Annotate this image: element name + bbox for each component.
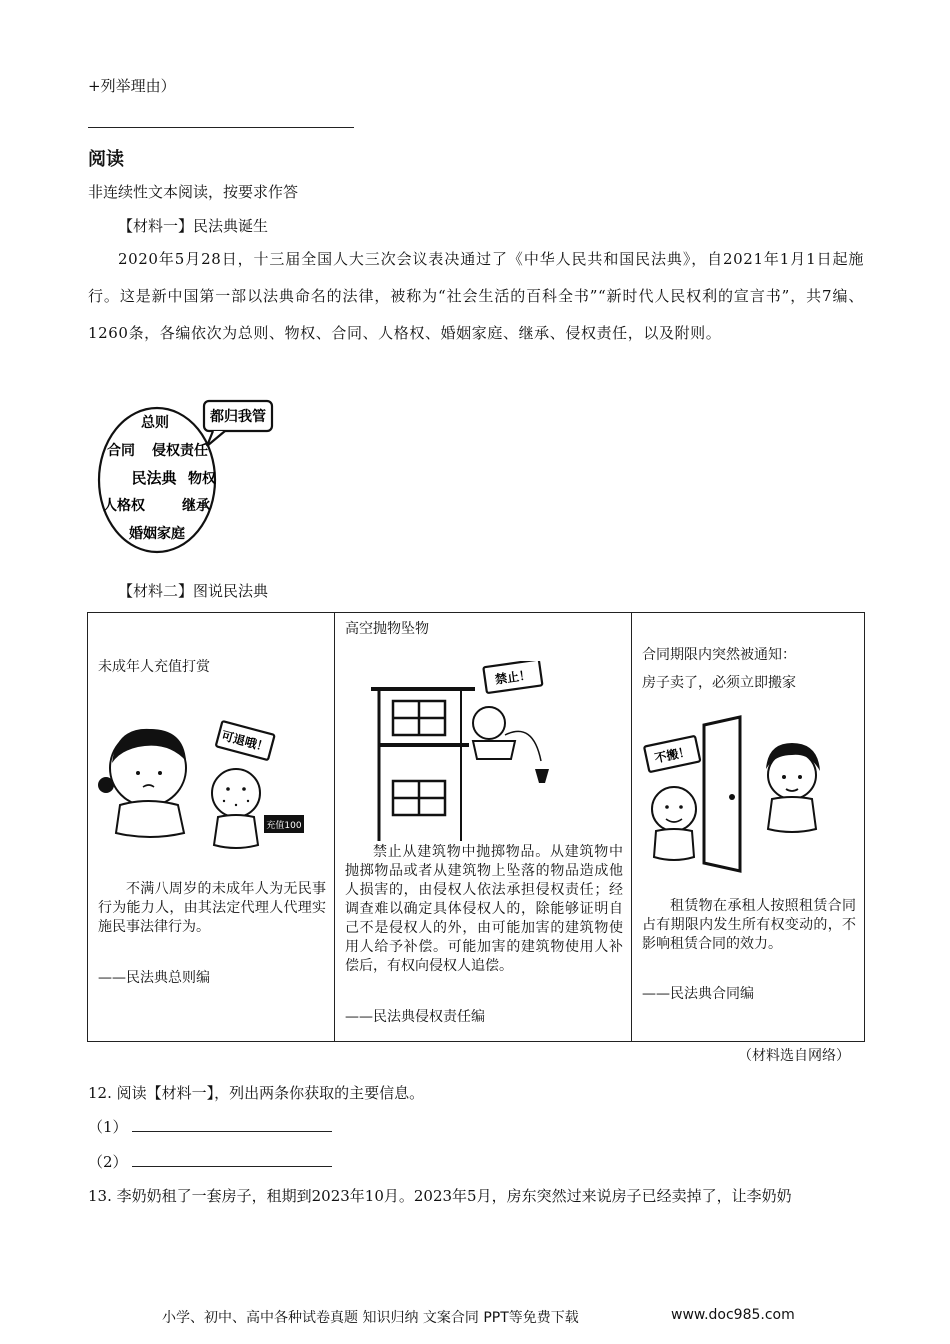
material2-title: 【材料二】图说民法典 [118, 582, 269, 600]
material-source-note: （材料选自网络） [738, 1048, 850, 1064]
cell3-illustration [642, 713, 857, 873]
previous-question-fragment: +列举理由） [88, 77, 176, 95]
q12-blank2-label: （2） [88, 1153, 128, 1171]
cell-lease-contract [632, 613, 865, 1042]
diagram-center: 民法典 [131, 469, 177, 487]
cell2-caption: 高空抛物坠物 [345, 621, 429, 637]
q12-blank1[interactable] [132, 1117, 332, 1132]
section-heading: 阅读 [88, 149, 124, 170]
cell1-illustration [98, 713, 328, 858]
cell3-caption-line2: 房子卖了，必须立即搬家 [642, 675, 796, 691]
instruction: 非连续性文本阅读，按要求作答 [88, 183, 299, 201]
cell3-source: ——民法典合同编 [642, 986, 754, 1002]
material1-paragraph: 2020年5月28日，十三届全国人大三次会议表决通过了《中华人民共和国民法典》，自2021年1月1日起施行。这是新中国第一部以法典命名的法律，被称为“社会生活的百科全书”“新时代人民权利的宣言书”，共7编、1260条，各编依次为总则、物权、合同、人格权、婚姻家庭、继承、侵权责任，以及附则。 [88, 250, 864, 342]
speech-bubble-tail [207, 431, 225, 446]
cell1-body: 不满八周岁的未成年人为无民事行为能力人，由其法定代理人代理实施民事法律行为。 [98, 881, 326, 935]
cell2-illustration [365, 661, 605, 841]
cell1-source: ——民法典总则编 [98, 970, 210, 986]
question-13: 13. 李奶奶租了一套房子，租期到2023年10月。2023年5月，房东突然过来说房子已经卖掉了，让李奶奶 [88, 1187, 792, 1205]
cell2-body: 禁止从建筑物中抛掷物品。从建筑物中抛掷物品或者从建筑物上坠落的物品造成他人损害的，由侵权人依法承担侵权责任；经调查难以确定具体侵权人的，除能够证明自己不是侵权人的外，由可能加害的建筑物使用人给予补偿。可能加害的建筑物使用人补偿后，有权向侵权人追偿。 [345, 844, 623, 974]
diagram-item-property: 物权 [188, 471, 216, 487]
diagram-item-succession: 继承 [182, 498, 210, 514]
q12-blank1-label: （1） [88, 1118, 128, 1136]
q12-answer-1 [88, 1117, 332, 1137]
civil-code-diagram [95, 398, 285, 558]
diagram-item-personality: 人格权 [103, 498, 145, 514]
cell3-caption-line1: 合同期限内突然被通知： [642, 647, 796, 663]
diagram-item-contract: 合同 [107, 443, 135, 459]
q12-blank2[interactable] [132, 1152, 332, 1167]
footer-text: 小学、初中、高中各种试卷真题 知识归纳 文案合同 PPT等免费下载 [162, 1310, 579, 1326]
diagram-item-tort: 侵权责任 [152, 443, 208, 459]
cell-minor-recharge [88, 613, 335, 1042]
q12-answer-2 [88, 1152, 332, 1172]
footer-url[interactable]: www.doc985.com [671, 1307, 795, 1323]
cell3-body: 租赁物在承租人按照租赁合同占有期限内发生所有权变动的，不影响租赁合同的效力。 [642, 898, 856, 952]
cell2-sign: 禁止！ [494, 667, 532, 687]
cell1-phone-label: 充值100 [266, 821, 302, 831]
cell2-source: ——民法典侵权责任编 [345, 1009, 485, 1025]
cell3-sign: 不搬！ [653, 744, 692, 766]
question-12: 12. 阅读【材料一】，列出两条你获取的主要信息。 [88, 1084, 425, 1102]
cell1-sign: 可退哦！ [219, 728, 270, 755]
material1-title: 【材料一】民法典诞生 [118, 217, 269, 235]
answer-line [88, 127, 354, 128]
cell1-caption: 未成年人充值打赏 [98, 659, 210, 675]
diagram-item-general: 总则 [141, 415, 169, 431]
diagram-item-marriage: 婚姻家庭 [129, 526, 185, 542]
cell-falling-objects [335, 613, 632, 1042]
material2-table [87, 612, 865, 1042]
bubble-text: 都归我管 [210, 409, 266, 425]
